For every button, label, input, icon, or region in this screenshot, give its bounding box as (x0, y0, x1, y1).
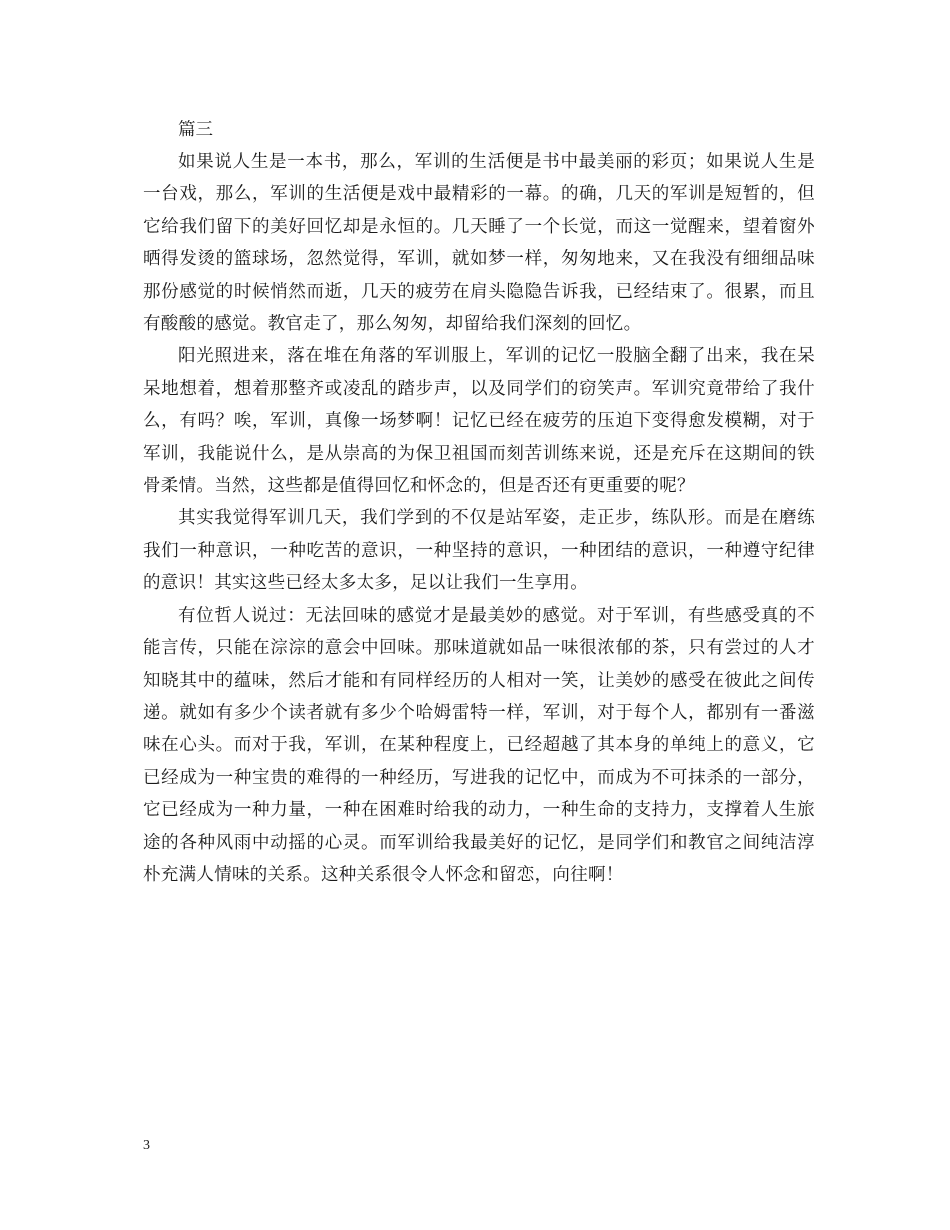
section-title: 篇三 (178, 120, 213, 140)
paragraph-2: 阳光照进来，落在堆在角落的军训服上，军训的记忆一股脑全翻了出来，我在呆呆地想着，想着那整齐或凌乱的踏步声，以及同学们的窃笑声。军训究竟带给了我什么，有吗？唉，军训，真像一场梦啊！记忆已经在疲劳的压迫下变得愈发模糊，对于军训，我能说什么，是从崇高的为保卫祖国而刻苦训练来说，还是充斥在这期间的铁骨柔情。当然，这些都是值得回忆和怀念的，但是否还有更重要的呢？ (143, 346, 815, 497)
page-number: 3 (143, 1138, 150, 1153)
document-body (143, 114, 815, 891)
paragraph-1: 如果说人生是一本书，那么，军训的生活便是书中最美丽的彩页；如果说人生是一台戏，那么，军训的生活便是戏中最精彩的一幕。的确，几天的军训是短暂的，但它给我们留下的美好回忆却是永恒的。几天睡了一个长觉，而这一觉醒来，望着窗外晒得发烫的篮球场，忽然觉得，军训，就如梦一样，匆匆地来，又在我没有细细品味那份感觉的时候悄然而逝，几天的疲劳在肩头隐隐告诉我，已经结束了。很累，而且有酸酸的感觉。教官走了，那么匆匆，却留给我们深刻的回忆。 (143, 152, 815, 335)
paragraph-3: 其实我觉得军训几天，我们学到的不仅是站军姿，走正步，练队形。而是在磨练我们一种意识，一种吃苦的意识，一种坚持的意识，一种团结的意识，一种遵守纪律的意识！其实这些已经太多太多，足以让我们一生享用。 (143, 508, 815, 594)
paragraph-4: 有位哲人说过：无法回味的感觉才是最美妙的感觉。对于军训，有些感受真的不能言传，只能在淙淙的意会中回味。那味道就如品一味很浓郁的茶，只有尝过的人才知晓其中的蕴味，然后才能和有同样经历的人相对一笑，让美妙的感受在彼此之间传递。就如有多少个读者就有多少个哈姆雷特一样，军训，对于每个人，都别有一番滋味在心头。而对于我，军训，在某种程度上，已经超越了其本身的单纯上的意义，它已经成为一种宝贵的难得的一种经历，写进我的记忆中，而成为不可抹杀的一部分，它已经成为一种力量，一种在困难时给我的动力，一种生命的支持力，支撑着人生旅途的各种风雨中动摇的心灵。而军训给我最美好的记忆，是同学们和教官之间纯洁淳朴充满人情味的关系。这种关系很令人怀念和留恋，向往啊！ (143, 605, 815, 885)
